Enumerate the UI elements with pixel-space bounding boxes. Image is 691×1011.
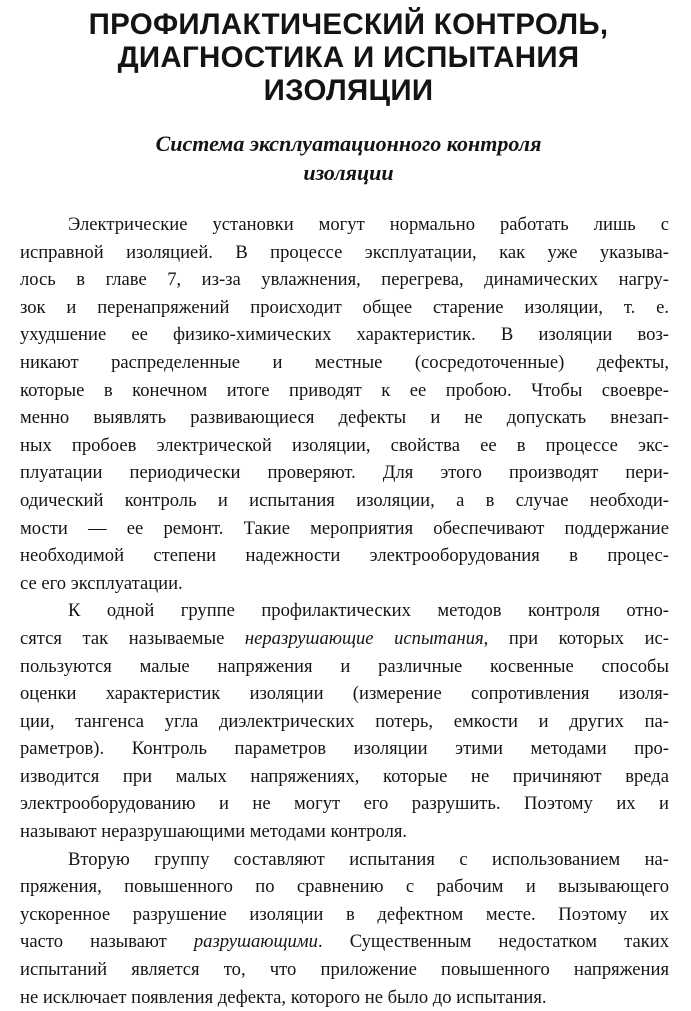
text-line: испытаний является то, что приложение повышенного напряжения (20, 959, 669, 981)
chapter-title-line: ДИАГНОСТИКА И ИСПЫТАНИЯ (117, 41, 580, 74)
text-line: пользуются малые напряжения и различные косвенные способы (20, 655, 669, 677)
chapter-title (20, 8, 669, 107)
text-line: одический контроль и испытания изоляции, а в случае необходи- (20, 489, 669, 511)
text-line: ных пробоев электрической изоляции, свойства ее в процессе экс- (20, 434, 669, 456)
text-run: часто называют (20, 931, 194, 953)
text-line: ции, тангенса угла диэлектрических потерь, емкости и других па- (20, 710, 669, 732)
paragraph-3 (20, 846, 669, 1011)
text-line: лось в главе 7, из-за увлажнения, перегрева, динамических нагру- (20, 269, 669, 291)
emphasis-term: неразрушающие испытания (244, 627, 484, 649)
chapter-title-line: ПРОФИЛАКТИЧЕСКИЙ КОНТРОЛЬ, (88, 8, 609, 41)
text-line: называют неразрушающими методами контроля. (20, 821, 408, 843)
text-line: мости — ее ремонт. Такие мероприятия обеспечивают поддержание (20, 517, 669, 539)
text-line: ухудшение ее физико-химических характеристик. В изоляции воз- (20, 324, 669, 346)
text-line: которые в конечном итоге приводят к ее пробою. Чтобы своевре- (20, 379, 669, 401)
text-line (20, 928, 669, 956)
section-title (20, 129, 669, 187)
text-line: никают распределенные и местные (сосредоточенные) дефекты, (20, 351, 669, 373)
text-line: ускоренное разрушение изоляции в дефектном месте. Поэтому их (20, 903, 669, 925)
text-run: . Существенным недостатком таких (317, 931, 669, 953)
paragraph-1 (20, 211, 669, 597)
text-line: Вторую группу составляют испытания с использованием на- (68, 848, 669, 870)
text-line: зок и перенапряжений происходит общее старение изоляции, т. е. (20, 296, 669, 318)
text-line: раметров). Контроль параметров изоляции этими методами про- (20, 738, 669, 760)
section-title-line: изоляции (303, 160, 394, 185)
text-line: пряжения, повышенного по сравнению с рабочим и вызывающего (20, 876, 669, 898)
text-line (20, 625, 669, 653)
text-line: электрооборудованию и не могут его разрушить. Поэтому их и (20, 793, 669, 815)
paragraph-2 (20, 597, 669, 845)
text-line: оценки характеристик изоляции (измерение сопротивления изоля- (20, 683, 669, 705)
text-line: плуатации периодически проверяют. Для этого производят пери- (20, 462, 669, 484)
chapter-title-line: ИЗОЛЯЦИИ (263, 74, 434, 107)
text-line: исправной изоляцией. В процессе эксплуатации, как уже указыва- (20, 241, 669, 263)
text-run: сятся так называемые (20, 627, 245, 649)
text-line: се его эксплуатации. (20, 572, 183, 594)
text-line: К одной группе профилактических методов контроля отно- (68, 600, 669, 622)
body-text (20, 211, 669, 1011)
text-line: менно выявлять развивающиеся дефекты и не допускать внезап- (20, 407, 669, 429)
text-line: изводится при малых напряжениях, которые не причиняют вреда (20, 765, 669, 787)
section-title-line: Система эксплуатационного контроля (155, 131, 542, 156)
emphasis-term: разрушающими (193, 931, 318, 953)
text-line: необходимой степени надежности электрооборудования в процес- (20, 545, 669, 567)
text-run: , при которых ис- (483, 627, 670, 649)
text-line: не исключает появления дефекта, которого не было до испытания. (20, 986, 547, 1008)
text-line: Электрические установки могут нормально работать лишь с (68, 214, 669, 235)
